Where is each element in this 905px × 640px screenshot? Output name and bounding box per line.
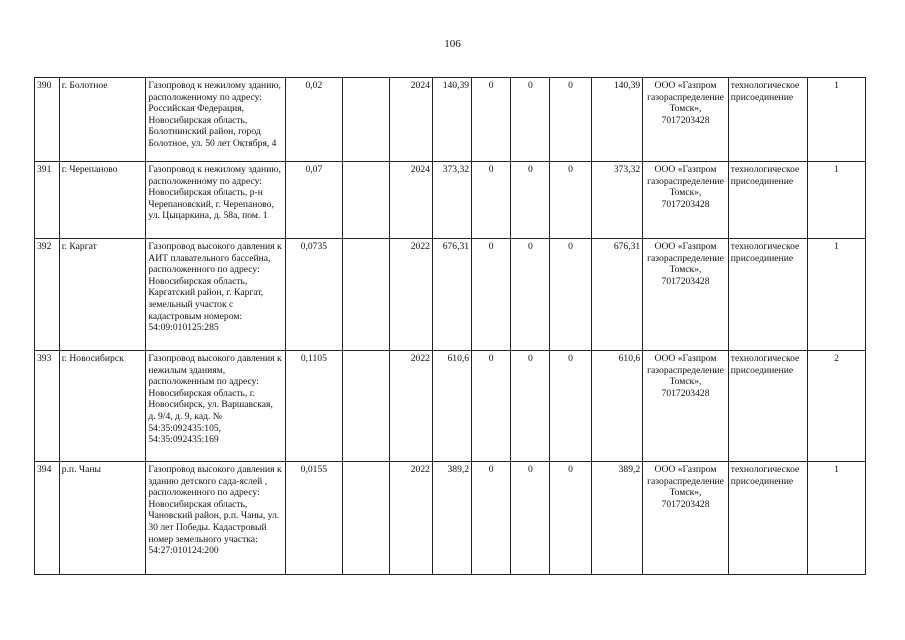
description-cell: Газопровод к нежилому зданию, расположенному по адресу: Российская Федерация, Новосибирская область, Болотнинский район, город Болотное, ул. 50 лет Октября, 4	[146, 78, 285, 162]
value-cell-3: 0	[550, 351, 591, 462]
value-cell-3: 0	[550, 78, 591, 162]
table-row	[35, 239, 866, 351]
table-row	[35, 462, 866, 575]
cost-cell: 373,32	[432, 162, 471, 239]
count-cell: 1	[808, 239, 866, 351]
cost-cell: 676,31	[432, 239, 471, 351]
length-cell: 0,02	[285, 78, 343, 162]
row-number: 390	[35, 78, 60, 162]
total-cell: 140,39	[591, 78, 643, 162]
length-cell: 0,07	[285, 162, 343, 239]
count-cell: 1	[808, 162, 866, 239]
purpose-cell: технологическое присоединение	[728, 462, 807, 575]
value-cell-2: 0	[511, 162, 550, 239]
organization-cell: ООО «Газпром газораспределение Томск», 7017203428	[643, 78, 729, 162]
page-number: 106	[444, 38, 461, 50]
description-cell: Газопровод высокого давления к зданию детского сада-яслей , расположенного по адресу: Новосибирская область, Чановский район, р.п. Чаны, ул. 30 лет Победы. Кадастровый номер земельного участка: 54:27:010124:200	[146, 462, 285, 575]
locality-cell: г. Новосибирск	[59, 351, 146, 462]
count-cell: 1	[808, 78, 866, 162]
value-cell-1: 0	[472, 162, 511, 239]
organization-cell: ООО «Газпром газораспределение Томск», 7017203428	[643, 462, 729, 575]
count-cell: 2	[808, 351, 866, 462]
cost-cell: 610,6	[432, 351, 471, 462]
empty-cell	[343, 351, 389, 462]
value-cell-2: 0	[511, 351, 550, 462]
year-cell: 2024	[389, 78, 432, 162]
value-cell-3: 0	[550, 162, 591, 239]
locality-cell: г. Болотное	[59, 78, 146, 162]
length-cell: 0,0735	[285, 239, 343, 351]
total-cell: 389,2	[591, 462, 643, 575]
purpose-cell: технологическое присоединение	[728, 162, 807, 239]
value-cell-1: 0	[472, 462, 511, 575]
locality-cell: г. Черепаново	[59, 162, 146, 239]
row-number: 392	[35, 239, 60, 351]
value-cell-3: 0	[550, 239, 591, 351]
locality-cell: г. Каргат	[59, 239, 146, 351]
gas-pipeline-table	[34, 77, 866, 575]
empty-cell	[343, 162, 389, 239]
empty-cell	[343, 462, 389, 575]
length-cell: 0,1105	[285, 351, 343, 462]
table-row	[35, 78, 866, 162]
value-cell-2: 0	[511, 239, 550, 351]
purpose-cell: технологическое присоединение	[728, 239, 807, 351]
empty-cell	[343, 239, 389, 351]
value-cell-2: 0	[511, 462, 550, 575]
value-cell-1: 0	[472, 78, 511, 162]
value-cell-1: 0	[472, 239, 511, 351]
table-row	[35, 351, 866, 462]
length-cell: 0,0155	[285, 462, 343, 575]
value-cell-3: 0	[550, 462, 591, 575]
total-cell: 373,32	[591, 162, 643, 239]
row-number: 391	[35, 162, 60, 239]
count-cell: 1	[808, 462, 866, 575]
organization-cell: ООО «Газпром газораспределение Томск», 7017203428	[643, 162, 729, 239]
cost-cell: 389,2	[432, 462, 471, 575]
total-cell: 676,31	[591, 239, 643, 351]
total-cell: 610,6	[591, 351, 643, 462]
organization-cell: ООО «Газпром газораспределение Томск», 7017203428	[643, 351, 729, 462]
description-cell: Газопровод высокого давления к нежилым зданиям, расположенным по адресу: Новосибирская область, г. Новосибирск, ул. Варшавская, д. 9/4, д. 9, кад. № 54:35:092435:105, 54:35:092435:169	[146, 351, 285, 462]
purpose-cell: технологическое присоединение	[728, 78, 807, 162]
organization-cell: ООО «Газпром газораспределение Томск», 7017203428	[643, 239, 729, 351]
value-cell-2: 0	[511, 78, 550, 162]
year-cell: 2022	[389, 351, 432, 462]
cost-cell: 140,39	[432, 78, 471, 162]
purpose-cell: технологическое присоединение	[728, 351, 807, 462]
year-cell: 2024	[389, 162, 432, 239]
year-cell: 2022	[389, 239, 432, 351]
row-number: 393	[35, 351, 60, 462]
year-cell: 2022	[389, 462, 432, 575]
locality-cell: р.п. Чаны	[59, 462, 146, 575]
table-row	[35, 162, 866, 239]
description-cell: Газопровод высокого давления к АИТ плавательного бассейна, расположенного по адресу: Новосибирская область, Каргатский район, г. Каргат, земельный участок с кадастровым номером: 54:09:010125:285	[146, 239, 285, 351]
empty-cell	[343, 78, 389, 162]
description-cell: Газопровод к нежилому зданию, расположенному по адресу: Новосибирская область, р-н Черепановский, г. Черепаново, ул. Цыцаркина, д. 58а, пом. 1	[146, 162, 285, 239]
value-cell-1: 0	[472, 351, 511, 462]
row-number: 394	[35, 462, 60, 575]
